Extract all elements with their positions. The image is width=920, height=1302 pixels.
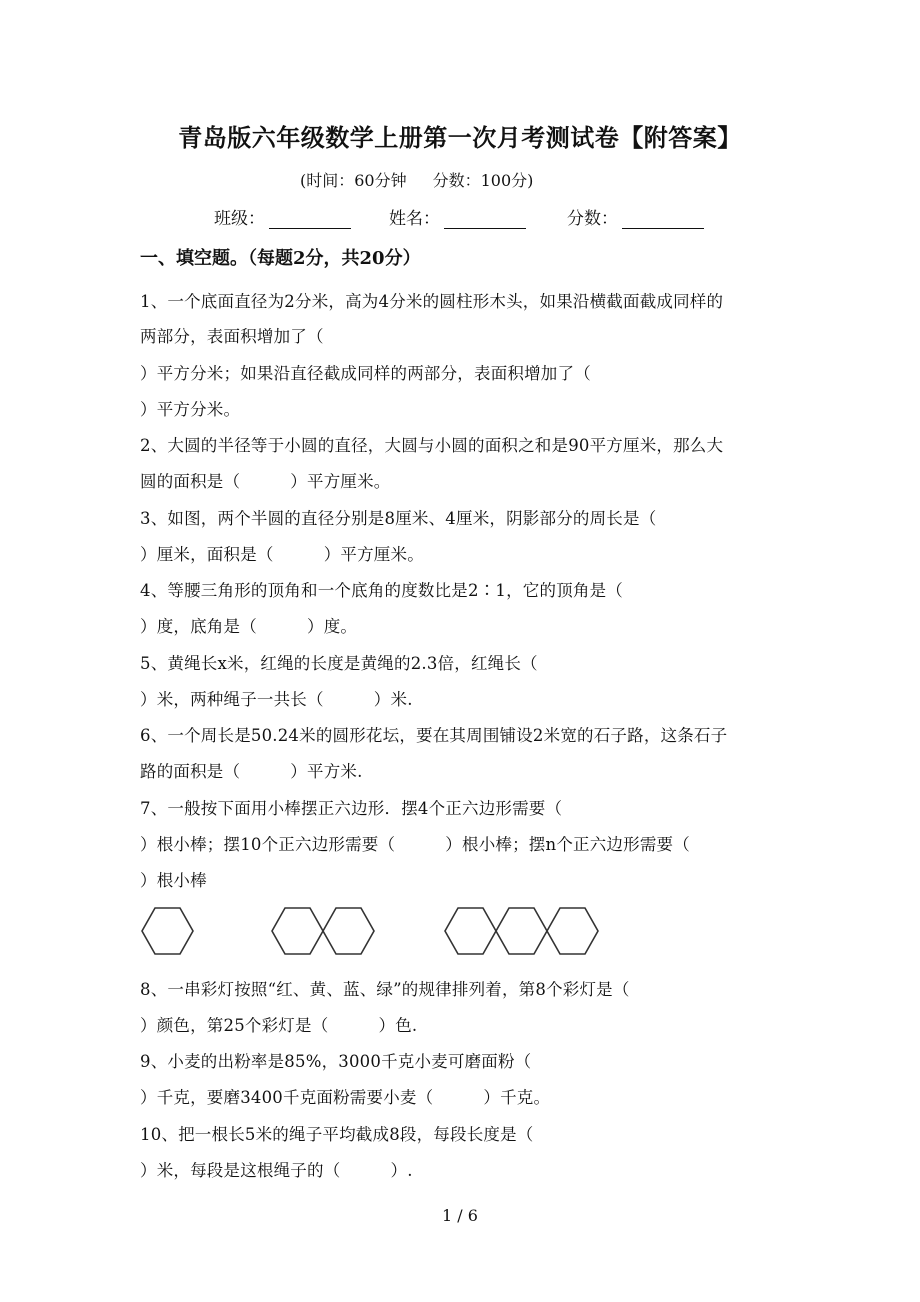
hexagon <box>272 908 323 954</box>
question-line: 6、一个周长是50.24米的圆形花坛，要在其周围铺设2米宽的石子路，这条石子 <box>140 726 728 745</box>
question-line: 5、黄绳长x米，红绳的长度是黄绳的2.3倍，红绳长（ <box>140 654 538 673</box>
question-line: 9、小麦的出粉率是85%，3000千克小麦可磨面粉（ <box>140 1052 532 1071</box>
question-line: 圆的面积是（ ）平方厘米。 <box>140 472 391 491</box>
section-heading: 一、填空题。（每题2分，共20分） <box>140 248 421 269</box>
exam-subtitle <box>300 168 559 191</box>
question-line: 10、把一根长5米的绳子平均截成8段，每段长度是（ <box>140 1125 534 1144</box>
hexagon <box>142 908 193 954</box>
hexagon <box>547 908 598 954</box>
class-blank[interactable] <box>269 212 351 229</box>
class-field[interactable] <box>214 204 351 229</box>
question-line: ）根小棒；摆10个正六边形需要（ ）根小棒；摆n个正六边形需要（ <box>140 835 690 854</box>
score-blank[interactable] <box>622 212 704 229</box>
name-label: 姓名： <box>389 209 440 229</box>
question-line: 路的面积是（ ）平方米. <box>140 762 363 781</box>
score-field[interactable] <box>567 204 704 229</box>
question-line: 2、大圆的半径等于小圆的直径，大圆与小圆的面积之和是90平方厘米，那么大 <box>140 436 724 455</box>
score-info: 分数：100分) <box>432 171 534 190</box>
question-line: ）颜色，第25个彩灯是（ ）色. <box>140 1016 418 1035</box>
question-line: 4、等腰三角形的顶角和一个底角的度数比是2∶1，它的顶角是（ <box>140 581 623 600</box>
question-line: 8、一串彩灯按照“红、黄、蓝、绿”的规律排列着，第8个彩灯是（ <box>140 980 630 999</box>
question-line: 7、一般按下面用小棒摆正六边形．摆4个正六边形需要（ <box>140 799 563 818</box>
hexagon <box>323 908 374 954</box>
question-line: 两部分，表面积增加了（ <box>140 327 324 346</box>
time-info: (时间：60分钟 <box>300 171 407 190</box>
question-line: ）米，每段是这根绳子的（ ）. <box>140 1161 413 1180</box>
question-line: ）平方分米。 <box>140 400 241 419</box>
class-label: 班级： <box>214 209 265 229</box>
question-line: ）千克，要磨3400千克面粉需要小麦（ ）千克。 <box>140 1088 551 1107</box>
question-line: ）平方分米；如果沿直径截成同样的两部分，表面积增加了（ <box>140 364 591 383</box>
question-line: 1、一个底面直径为2分米，高为4分米的圆柱形木头，如果沿横截面截成同样的 <box>140 292 724 311</box>
question-line: ）米，两种绳子一共长（ ）米. <box>140 690 413 709</box>
question-line: ）根小棒 <box>140 871 207 890</box>
name-blank[interactable] <box>444 212 526 229</box>
question-line: ）度，底角是（ ）度。 <box>140 617 358 636</box>
score-label: 分数： <box>567 209 618 229</box>
hexagon <box>496 908 547 954</box>
question-line: ）厘米，面积是（ ）平方厘米。 <box>140 545 424 564</box>
page-number: 1 / 6 <box>442 1206 478 1225</box>
hexagon <box>445 908 496 954</box>
page-title: 青岛版六年级数学上册第一次月考测试卷【附答案】 <box>178 123 742 152</box>
question-line: 3、如图，两个半圆的直径分别是8厘米、4厘米，阴影部分的周长是（ <box>140 509 657 528</box>
hexagon-figure <box>140 900 610 962</box>
name-field[interactable] <box>389 204 526 229</box>
